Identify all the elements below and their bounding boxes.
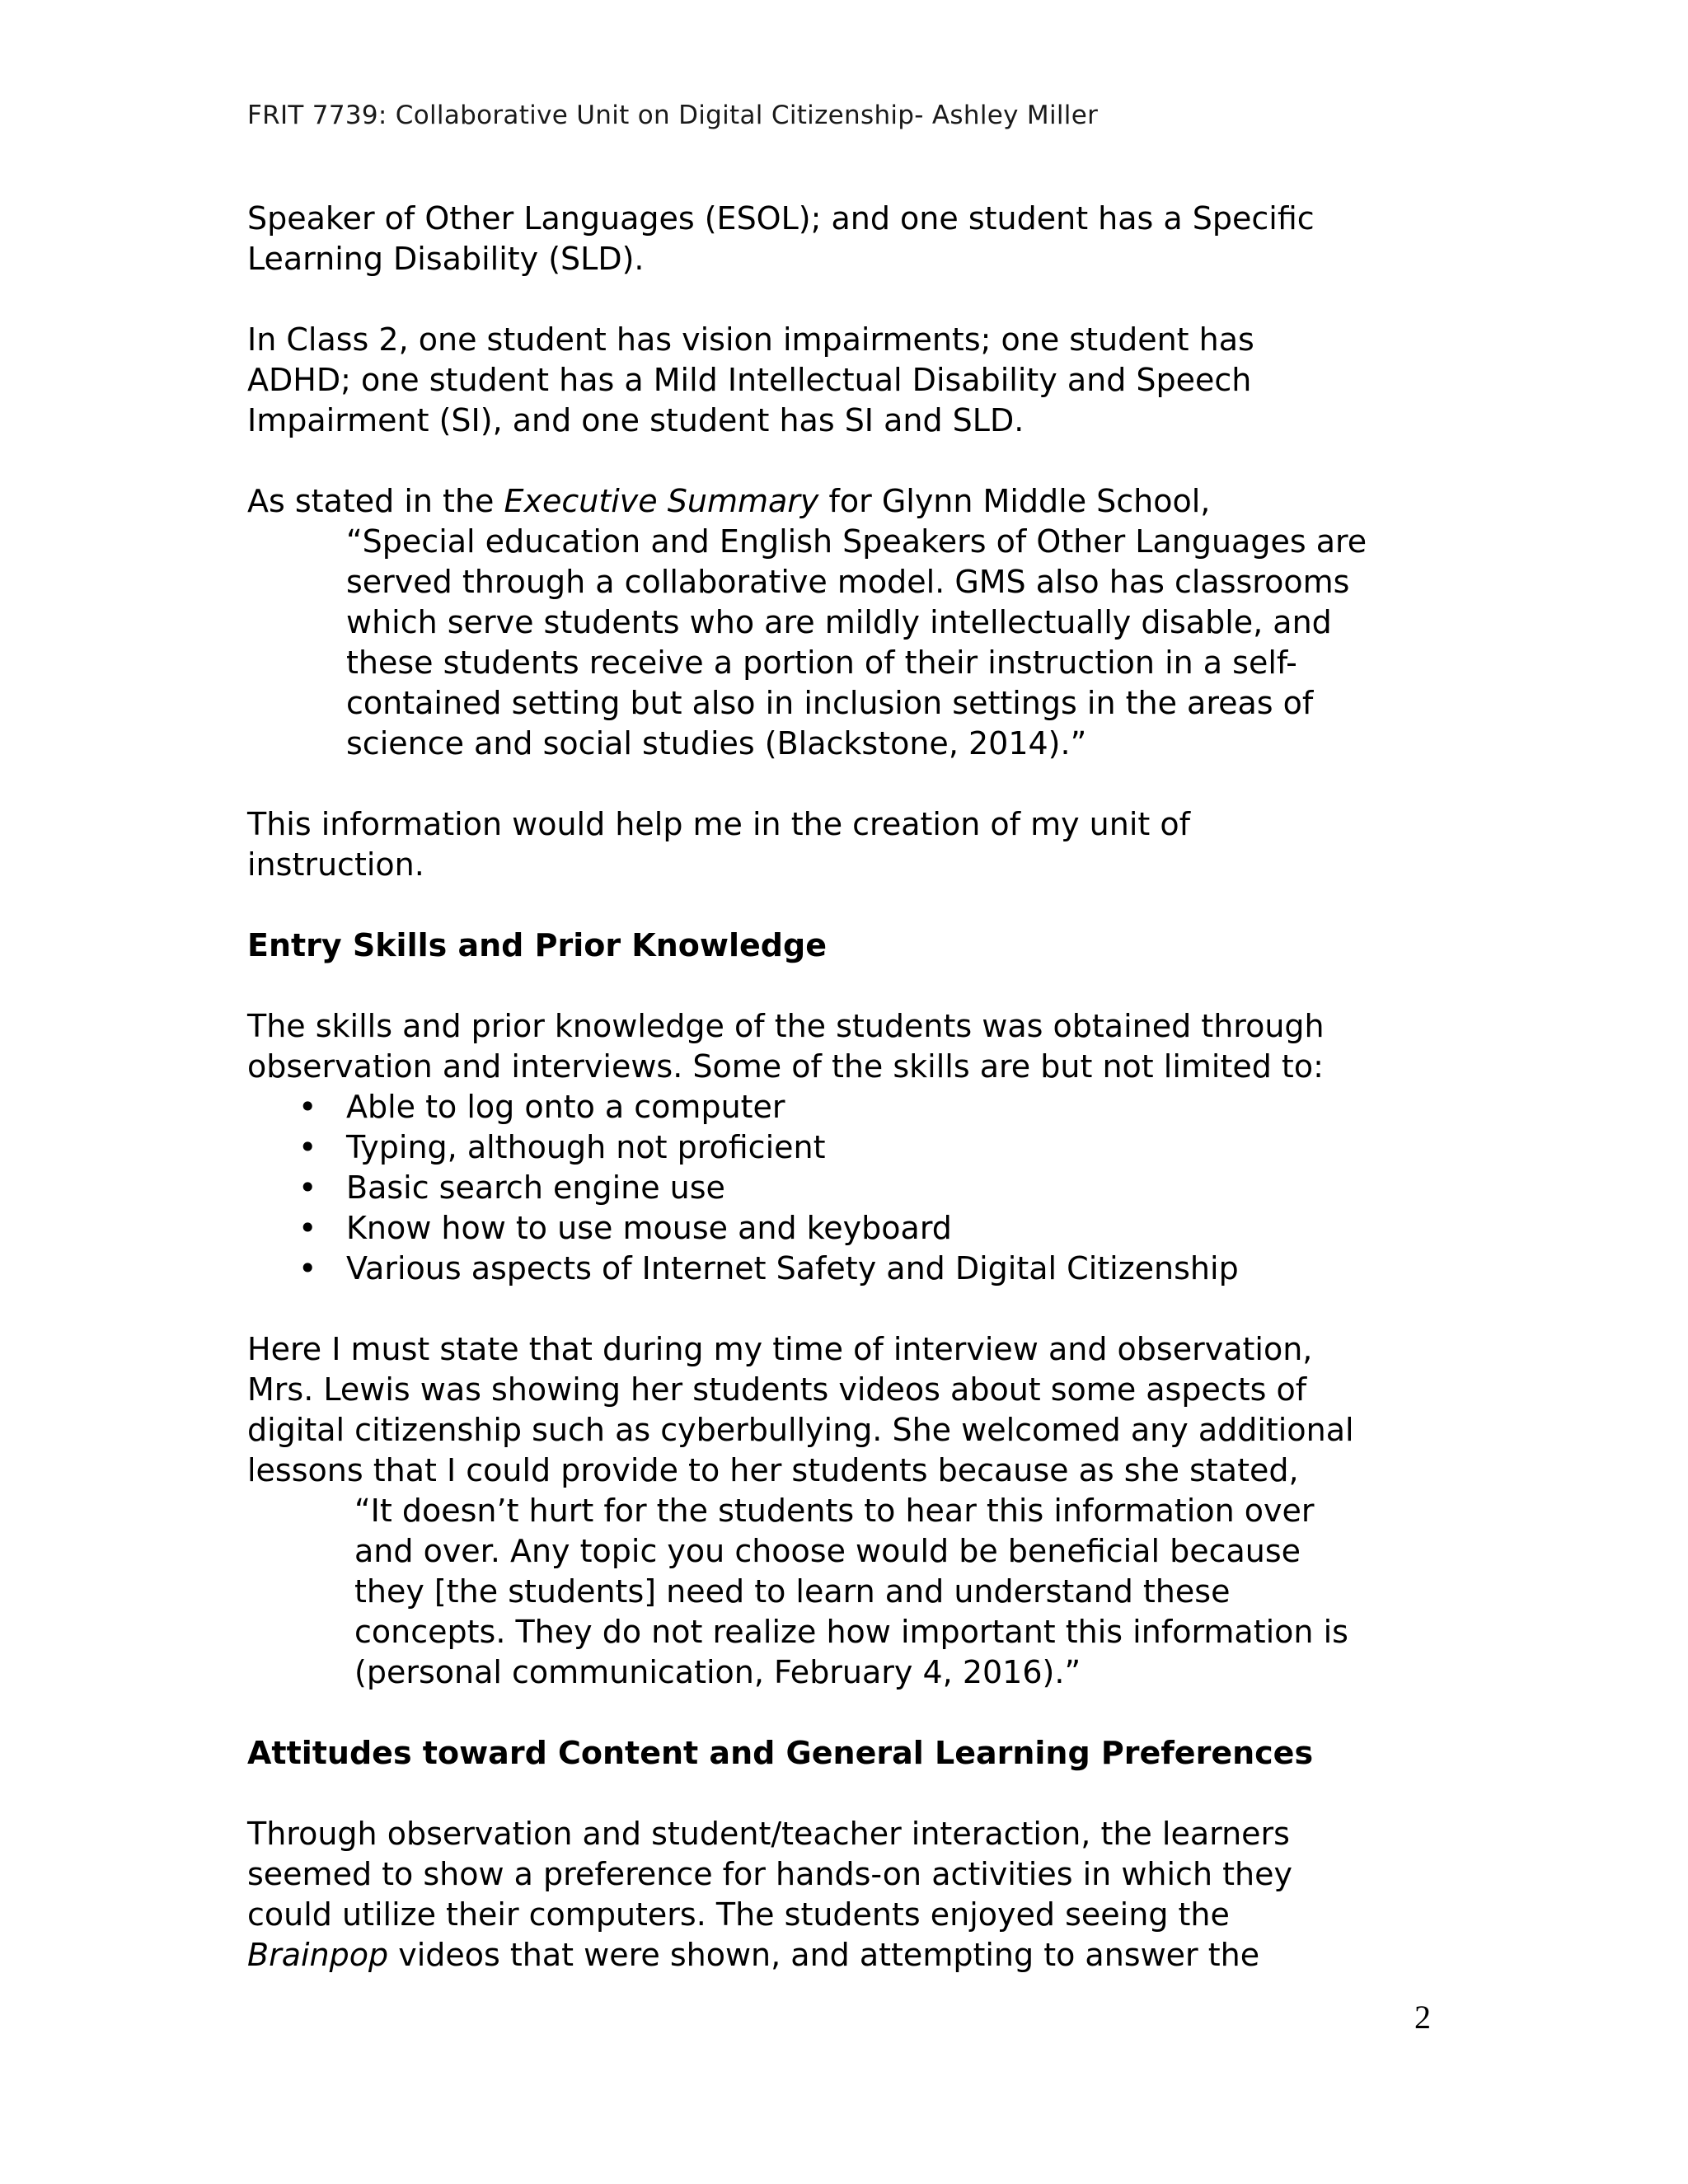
paragraph-line: Learning Disability (SLD). xyxy=(247,241,645,277)
list-item xyxy=(247,1168,1459,1208)
section-heading: Entry Skills and Prior Knowledge xyxy=(247,927,827,963)
paragraph-line: The skills and prior knowledge of the students was obtained through xyxy=(247,1008,1325,1044)
paragraph-line: seemed to show a preference for hands-on activities in which they xyxy=(247,1856,1292,1892)
paragraph-line: Impairment (SI), and one student has SI and SLD. xyxy=(247,402,1025,438)
document-body xyxy=(247,199,1459,1975)
quote-line: “It doesn’t hurt for the students to hear this information over xyxy=(354,1493,1315,1529)
paragraph-line: lessons that I could provide to her students because as she stated, xyxy=(247,1452,1299,1488)
list-item-text: Typing, although not proficient xyxy=(346,1129,826,1165)
quote-line: (personal communication, February 4, 2016).” xyxy=(354,1654,1081,1690)
bullet-icon: • xyxy=(298,1169,317,1206)
paragraph-line: Through observation and student/teacher interaction, the learners xyxy=(247,1816,1290,1852)
paragraph-line: could utilize their computers. The students enjoyed seeing the xyxy=(247,1896,1230,1933)
paragraph-line xyxy=(247,1935,1459,1975)
bullet-icon: • xyxy=(298,1129,317,1165)
paragraph-line: This information would help me in the creation of my unit of xyxy=(247,806,1190,842)
running-header: FRIT 7739: Collaborative Unit on Digital Citizenship- Ashley Miller xyxy=(247,101,1099,130)
list-item xyxy=(247,1127,1459,1168)
list-item xyxy=(247,1087,1459,1127)
text-run: for Glynn Middle School, xyxy=(818,483,1211,519)
paragraph-line: digital citizenship such as cyberbullying. She welcomed any additional xyxy=(247,1412,1354,1448)
paragraph-line xyxy=(247,481,1459,522)
quote-line: “Special education and English Speakers of Other Languages are xyxy=(346,523,1367,560)
quote-line: these students receive a portion of their instruction in a self- xyxy=(346,644,1297,681)
quote-line: science and social studies (Blackstone, 2014).” xyxy=(346,725,1087,762)
skills-list xyxy=(247,1087,1459,1289)
paragraph-line: Speaker of Other Languages (ESOL); and one student has a Specific xyxy=(247,200,1315,237)
block-quote xyxy=(247,522,1459,764)
text-run: As stated in the xyxy=(247,483,504,519)
quote-line: served through a collaborative model. GMS also has classrooms xyxy=(346,564,1350,600)
quote-line: which serve students who are mildly intellectually disable, and xyxy=(346,604,1332,640)
paragraph-line: ADHD; one student has a Mild Intellectual Disability and Speech xyxy=(247,362,1252,398)
list-item xyxy=(247,1249,1459,1289)
section-heading: Attitudes toward Content and General Learning Preferences xyxy=(247,1735,1314,1771)
paragraph-line: Mrs. Lewis was showing her students videos about some aspects of xyxy=(247,1371,1307,1408)
block-quote xyxy=(247,1491,1459,1693)
list-item xyxy=(247,1208,1459,1249)
italic-title: Brainpop xyxy=(247,1937,389,1973)
page-number: 2 xyxy=(1414,1999,1431,2036)
italic-title: Executive Summary xyxy=(504,483,819,519)
quote-line: they [the students] need to learn and understand these xyxy=(354,1573,1231,1610)
paragraph-line: observation and interviews. Some of the skills are but not limited to: xyxy=(247,1048,1324,1085)
bullet-icon: • xyxy=(298,1250,317,1286)
list-item-text: Various aspects of Internet Safety and Digital Citizenship xyxy=(346,1250,1239,1286)
list-item-text: Basic search engine use xyxy=(346,1169,725,1206)
list-item-text: Able to log onto a computer xyxy=(346,1089,785,1125)
paragraph-line: Here I must state that during my time of interview and observation, xyxy=(247,1331,1313,1367)
paragraph-line: In Class 2, one student has vision impairments; one student has xyxy=(247,321,1254,358)
bullet-icon: • xyxy=(298,1089,317,1125)
paragraph-line: instruction. xyxy=(247,846,424,883)
quote-line: and over. Any topic you choose would be beneficial because xyxy=(354,1533,1301,1569)
bullet-icon: • xyxy=(298,1210,317,1246)
text-run: videos that were shown, and attempting to answer the xyxy=(388,1937,1260,1973)
quote-line: concepts. They do not realize how important this information is xyxy=(354,1614,1348,1650)
list-item-text: Know how to use mouse and keyboard xyxy=(346,1210,952,1246)
quote-line: contained setting but also in inclusion settings in the areas of xyxy=(346,685,1314,721)
